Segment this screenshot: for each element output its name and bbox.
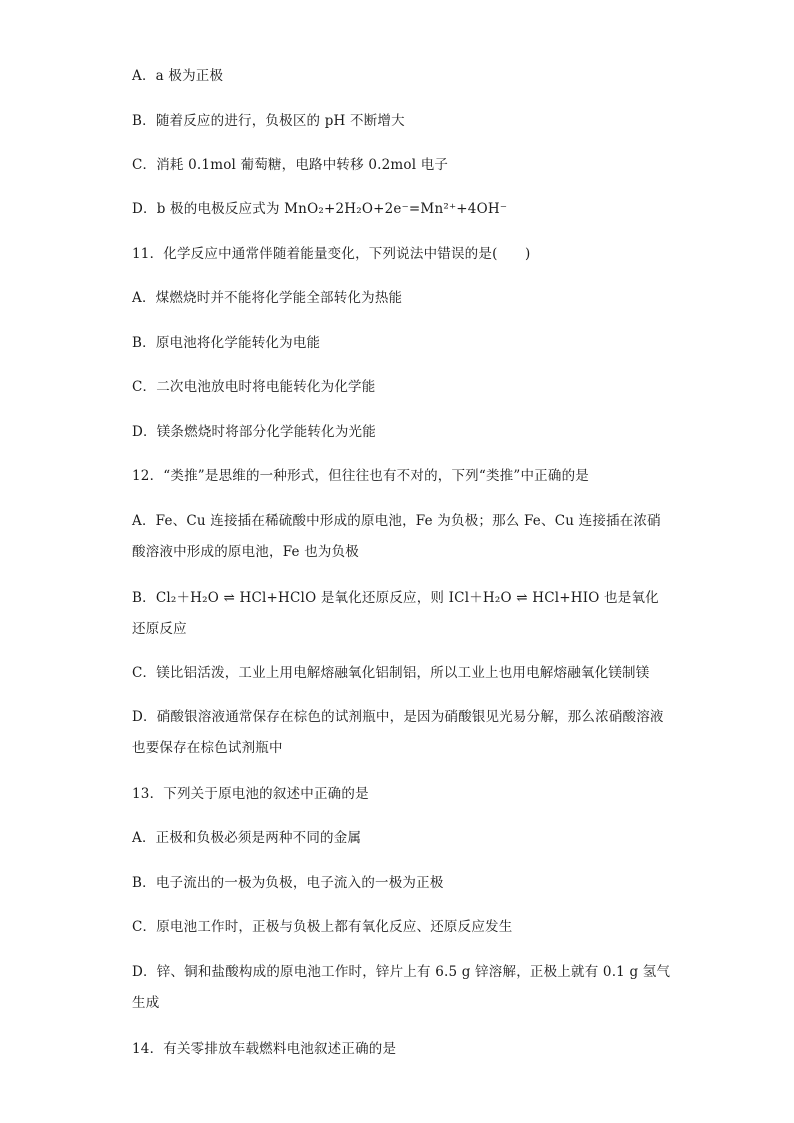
q13-option-c: C．原电池工作时，正极与负极上都有氧化反应、还原反应发生 — [132, 919, 513, 935]
q11-option-d: D．镁条燃烧时将部分化学能转化为光能 — [132, 424, 376, 440]
q10-option-d: D．b 极的电极反应式为 MnO₂+2H₂O+2e⁻=Mn²⁺+4OH⁻ — [132, 201, 508, 217]
q12-stem: 12．“类推”是思维的一种形式，但往往也有不对的，下列“类推”中正确的是 — [132, 468, 589, 484]
q11-stem: 11．化学反应中通常伴随着能量变化，下列说法中错误的是( ) — [132, 246, 531, 262]
q12-option-c: C．镁比铝活泼，工业上用电解熔融氧化铝制铝，所以工业上也用电解熔融氧化镁制镁 — [132, 665, 650, 681]
q12-option-b: B．Cl₂＋H₂O ⇌ HCl+HClO 是氧化还原反应，则 ICl＋H₂O ⇌ HCl+HIO 也是氧化还原反应 — [132, 590, 659, 637]
q13-option-a: A．正极和负极必须是两种不同的金属 — [132, 830, 362, 846]
q13-option-d: D．锌、铜和盐酸构成的原电池工作时，锌片上有 6.5 g 锌溶解，正极上就有 0.1 g 氢气生成 — [132, 964, 671, 1011]
q12-option-d: D．硝酸银溶液通常保存在棕色的试剂瓶中，是因为硝酸银见光易分解，那么浓硝酸溶液也要保存在棕色试剂瓶中 — [132, 709, 664, 756]
q11-option-a: A．煤燃烧时并不能将化学能全部转化为热能 — [132, 290, 403, 306]
q14-stem: 14．有关零排放车载燃料电池叙述正确的是 — [132, 1041, 397, 1057]
q10-option-a: A．a 极为正极 — [132, 68, 224, 84]
q12-option-a: A．Fe、Cu 连接插在稀硫酸中形成的原电池，Fe 为负极；那么 Fe、Cu 连接插在浓硝酸溶液中形成的原电池，Fe 也为负极 — [132, 513, 661, 560]
q10-option-c: C．消耗 0.1mol 葡萄糖，电路中转移 0.2mol 电子 — [132, 157, 449, 173]
q11-option-c: C．二次电池放电时将电能转化为化学能 — [132, 379, 376, 395]
q10-option-b: B．随着反应的进行，负极区的 pH 不断增大 — [132, 113, 405, 129]
q13-option-b: B．电子流出的一极为负极，电子流入的一极为正极 — [132, 875, 444, 891]
q13-stem: 13．下列关于原电池的叙述中正确的是 — [132, 786, 369, 802]
q11-option-b: B．原电池将化学能转化为电能 — [132, 335, 321, 351]
